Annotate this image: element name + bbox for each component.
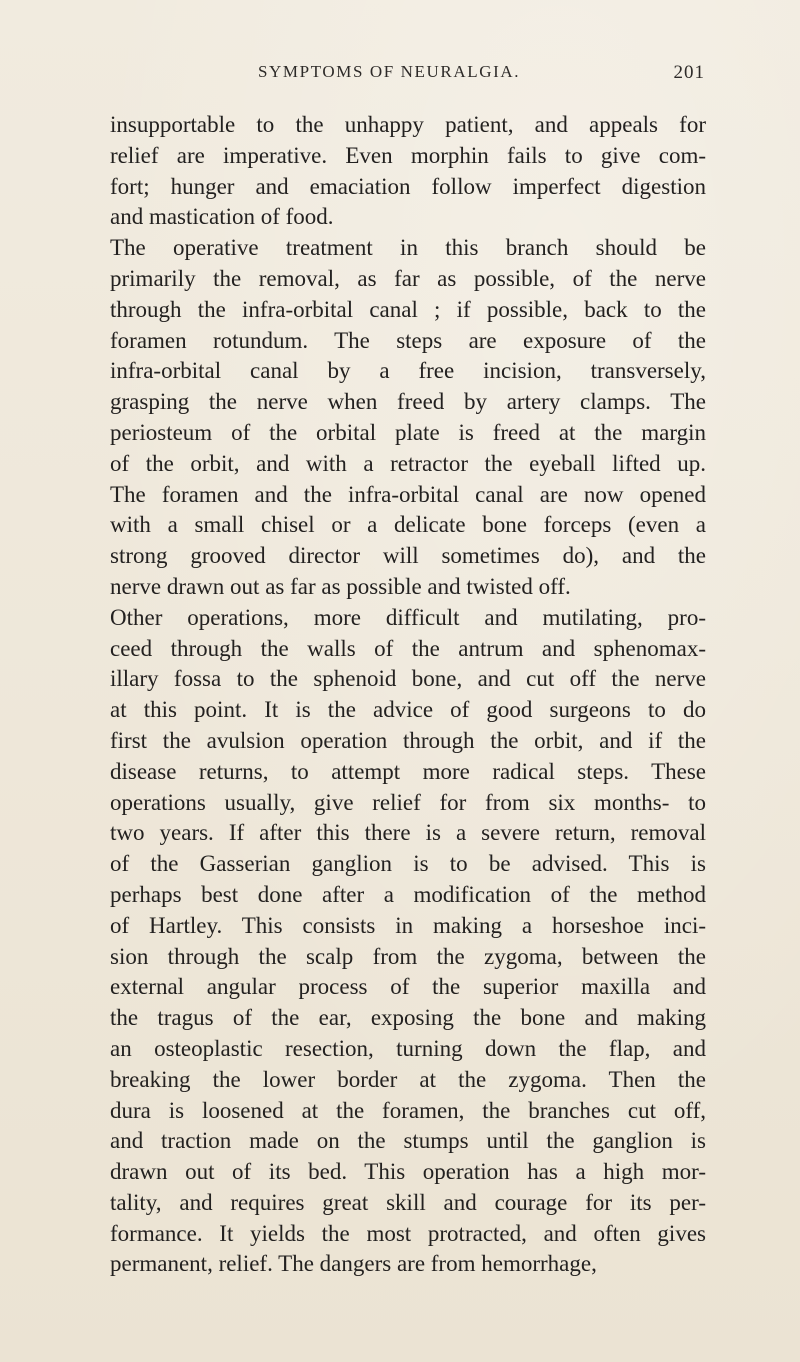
text-line: through the infra-orbital canal ; if possible, back to the (110, 296, 706, 322)
text-line: foramen rotundum. The steps are exposure of the (110, 327, 706, 353)
running-head (110, 62, 705, 86)
text-line: The operative treatment in this branch should be (110, 235, 706, 261)
text-line: disease returns, to attempt more radical steps. These (110, 758, 706, 784)
text-line: ceed through the walls of the antrum and sphenomax- (110, 635, 706, 661)
text-line: of the Gasserian ganglion is to be advised. This is (110, 851, 706, 877)
text-line: external angular process of the superior maxilla and (110, 974, 706, 1000)
text-line: and mastication of food. (110, 204, 334, 230)
page-number: 201 (673, 62, 705, 83)
text-line: tality, and requires great skill and courage for its per- (110, 1189, 706, 1215)
text-line: strong grooved director will sometimes do), and the (110, 543, 706, 569)
body-text (110, 110, 706, 1280)
text-line: grasping the nerve when freed by artery clamps. The (110, 389, 706, 415)
text-line: relief are imperative. Even morphin fails to give com- (110, 142, 706, 168)
text-line: sion through the scalp from the zygoma, between the (110, 943, 706, 969)
text-line: insupportable to the unhappy patient, and appeals for (110, 112, 706, 137)
text-line: the tragus of the ear, exposing the bone and making (110, 1005, 706, 1031)
text-line: with a small chisel or a delicate bone forceps (even a (110, 512, 706, 538)
text-line: infra-orbital canal by a free incision, transversely, (110, 358, 706, 384)
text-line: and traction made on the stumps until the ganglion is (110, 1128, 706, 1154)
text-line: The foramen and the infra-orbital canal are now opened (110, 481, 706, 507)
running-title: SYMPTOMS OF NEURALGIA. (258, 62, 521, 81)
text-line: of Hartley. This consists in making a horseshoe inci- (110, 912, 706, 938)
text-line: primarily the removal, as far as possible, of the nerve (110, 265, 706, 291)
text-line: formance. It yields the most protracted, and often gives (110, 1220, 706, 1246)
text-line: perhaps best done after a modification of the method (110, 881, 706, 907)
text-line: fort; hunger and emaciation follow imperfect digestion (110, 173, 706, 199)
text-line: drawn out of its bed. This operation has a high mor- (110, 1159, 706, 1185)
text-line: breaking the lower border at the zygoma. Then the (110, 1066, 706, 1092)
text-line: periosteum of the orbital plate is freed at the margin (110, 419, 706, 445)
text-line: Other operations, more difficult and mutilating, pro- (110, 604, 706, 630)
text-line: first the avulsion operation through the orbit, and if the (110, 727, 706, 753)
text-line: of the orbit, and with a retractor the eyeball lifted up. (110, 450, 706, 476)
text-line: an osteoplastic resection, turning down the flap, and (110, 1035, 706, 1061)
text-line: at this point. It is the advice of good surgeons to do (110, 697, 706, 723)
text-line: two years. If after this there is a severe return, removal (110, 820, 706, 846)
text-line: illary fossa to the sphenoid bone, and cut off the nerve (110, 666, 706, 692)
text-line: nerve drawn out as far as possible and twisted off. (110, 573, 571, 599)
text-line: permanent, relief. The dangers are from hemorrhage, (110, 1251, 597, 1277)
text-line: operations usually, give relief for from six months- to (110, 789, 706, 815)
text-line: dura is loosened at the foramen, the branches cut off, (110, 1097, 706, 1123)
